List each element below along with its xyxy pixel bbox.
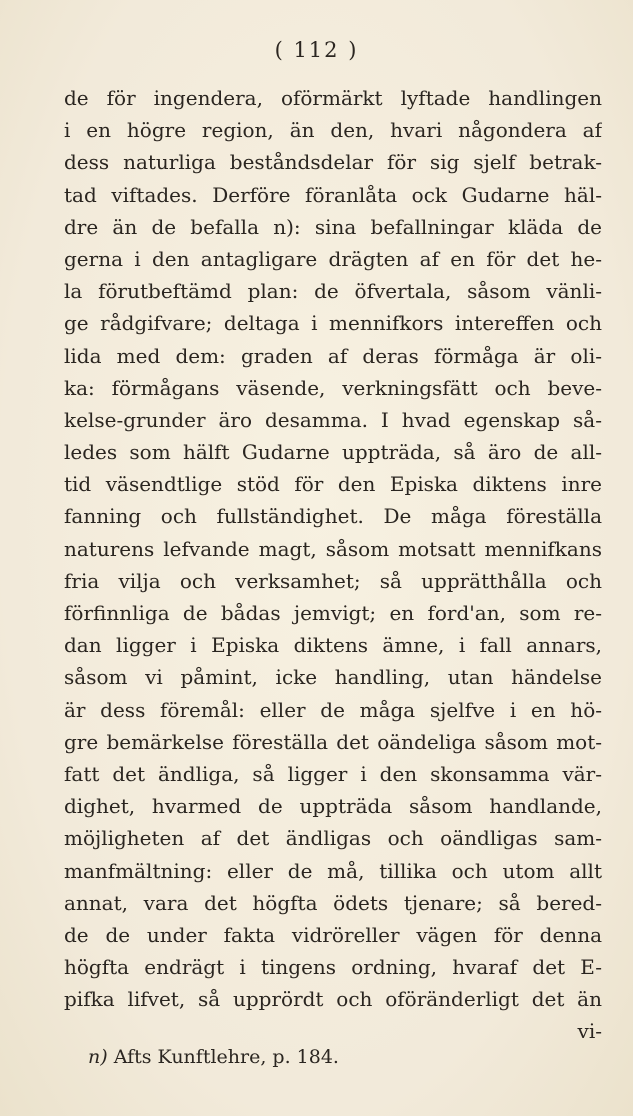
text-line: tad viftades. Derföre föranlåta ock Gudarne häl- [64, 182, 602, 207]
text-line: vi- [577, 1019, 602, 1044]
text-line: är dess föremål: eller de måga sjelfve i en hö- [64, 697, 602, 722]
page-number: ( 112 ) [274, 38, 359, 62]
text-line: gre bemärkelse föreställa det oändeliga såsom mot- [64, 729, 602, 754]
footnote [88, 1042, 339, 1072]
footnote-marker: n) [88, 1046, 108, 1068]
text-line: i en högre region, än den, hvari någondera af [64, 118, 602, 143]
text-line: naturens lefvande magt, såsom motsatt mennifkans [64, 536, 602, 561]
text-line: fatt det ändliga, så ligger i den skonsamma vär- [64, 761, 602, 786]
text-line: la förutbeftämd plan: de öfvertala, såsom vänli- [64, 279, 602, 304]
text-line: dan ligger i Episka diktens ämne, i fall annars, [64, 633, 602, 658]
text-line: kelse-grunder äro desamma. I hvad egenskap så- [64, 407, 602, 432]
footnote-text: Afts Kunftlehre, p. 184. [113, 1046, 339, 1068]
text-line: ledes som hälft Gudarne uppträda, så äro de all- [64, 440, 602, 465]
text-line: tid väsendtlige stöd för den Episka diktens inre [64, 472, 602, 497]
text-line: lida med dem: graden af deras förmåga är oli- [64, 343, 602, 368]
text-line: de de under fakta vidröreller vägen för denna [64, 922, 602, 947]
text-line: ge rådgifvare; deltaga i mennifkors intereffen och [64, 311, 602, 336]
text-line: såsom vi påmint, icke handling, utan händelse [64, 665, 602, 690]
text-line: fanning och fullständighet. De måga föreställa [64, 504, 602, 529]
text-line: manfmältning: eller de må, tillika och utom allt [64, 858, 602, 883]
text-line: ka: förmågans väsende, verkningsfätt och beve- [64, 375, 602, 400]
text-line: förfinnliga de bådas jemvigt; en ford'an, som re- [64, 601, 602, 625]
text-line: pifka lifvet, så upprördt och oföränderligt det än [64, 987, 602, 1012]
text-line: annat, vara det högfta ödets tjenare; så bered- [64, 890, 602, 915]
text-line: dess naturliga beståndsdelar för sig sjelf betrak- [64, 150, 602, 175]
text-line: de för ingendera, oförmärkt lyftade handlingen [64, 86, 602, 110]
text-line: dre än de befalla n): sina befallningar kläda de [64, 214, 602, 239]
text-line: gerna i den antagligare drägten af en för det he- [64, 246, 602, 271]
body-text [64, 82, 602, 1048]
text-line: möjligheten af det ändligas och oändligas sam- [64, 826, 602, 851]
text-line: fria vilja och verksamhet; så upprätthålla och [64, 568, 602, 593]
text-line: högfta endrägt i tingens ordning, hvaraf det E- [64, 955, 602, 980]
text-line: dighet, hvarmed de uppträda såsom handlande, [64, 794, 602, 819]
